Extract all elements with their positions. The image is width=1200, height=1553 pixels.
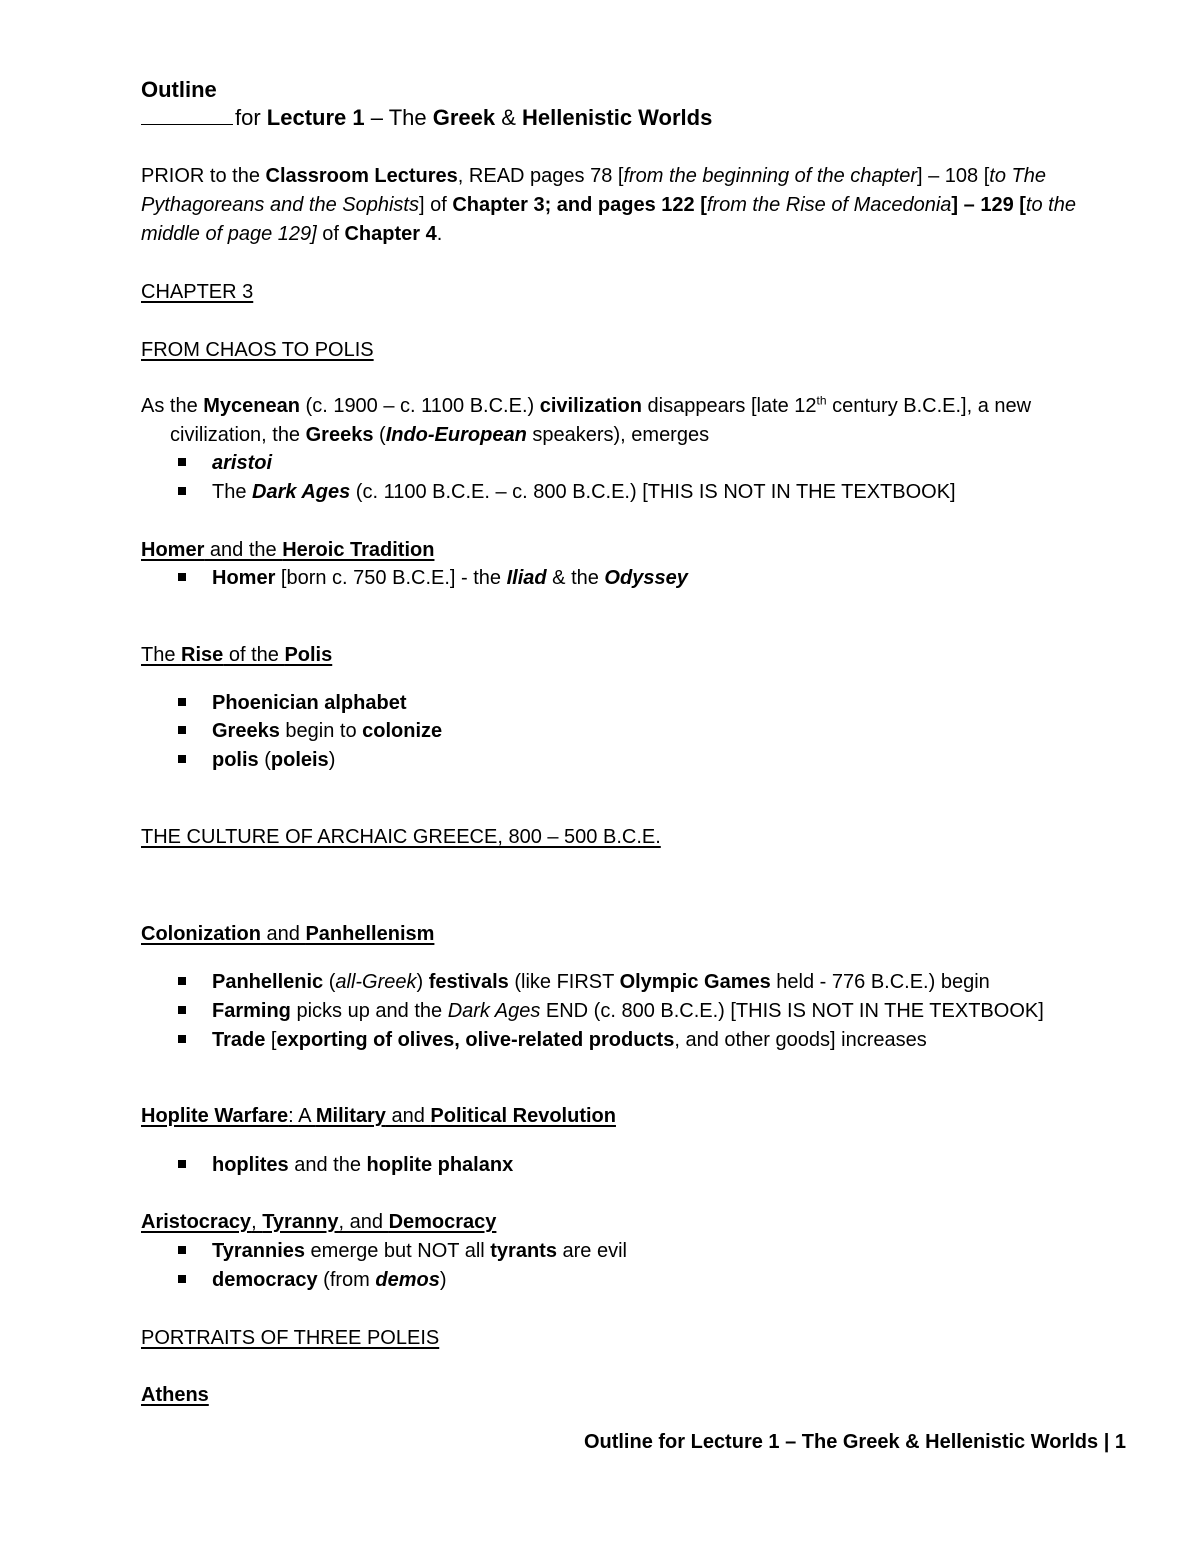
list-item-homer: Homer [born c. 750 B.C.E.] - the Iliad & the Odyssey bbox=[212, 567, 688, 589]
subsection-heading-colonization: Colonization and Panhellenism bbox=[141, 923, 435, 945]
chapter-heading: CHAPTER 3 bbox=[141, 281, 254, 303]
bullet-square-icon bbox=[178, 1246, 186, 1254]
bullet-square-icon bbox=[178, 1035, 186, 1043]
list-item-polis: polis (poleis) bbox=[212, 749, 336, 771]
bullet-square-icon bbox=[178, 1006, 186, 1014]
list-item-aristoi: aristoi bbox=[212, 452, 273, 474]
section-heading-archaic-greece: THE CULTURE OF ARCHAIC GREECE, 800 – 500 B.C.E. bbox=[141, 826, 661, 848]
bullet-square-icon bbox=[178, 1275, 186, 1283]
list-item-phoenician-alphabet: Phoenician alphabet bbox=[212, 692, 407, 714]
bullet-square-icon bbox=[178, 977, 186, 985]
list-item-trade: Trade [exporting of olives, olive-related products, and other goods] increases bbox=[212, 1029, 927, 1051]
section-heading-chaos-to-polis: FROM CHAOS TO POLIS bbox=[141, 339, 374, 361]
list-item-tyrannies: Tyrannies emerge but NOT all tyrants are evil bbox=[212, 1240, 627, 1262]
reading-instructions: PRIOR to the Classroom Lectures, READ pages 78 [from the beginning of the chapter] – 108 [to The Pythagoreans and the Sophists] of Chapter 3; and pages 122 [from the Rise of Macedonia] – 129 [to the middle of page 129] of Chapter 4. bbox=[141, 165, 1076, 245]
list-item-greeks-colonize: Greeks begin to colonize bbox=[212, 720, 443, 742]
list-item-panhellenic-festivals: Panhellenic (all-Greek) festivals (like FIRST Olympic Games held - 776 B.C.E.) begin bbox=[212, 971, 990, 993]
bullet-square-icon bbox=[178, 726, 186, 734]
bullet-square-icon bbox=[178, 487, 186, 495]
list-item-dark-ages: The Dark Ages (c. 1100 B.C.E. – c. 800 B.C.E.) [THIS IS NOT IN THE TEXTBOOK] bbox=[212, 481, 956, 503]
subsection-heading-rise-of-polis: The Rise of the Polis bbox=[141, 644, 333, 666]
subsection-heading-hoplite-warfare: Hoplite Warfare: A Military and Political Revolution bbox=[141, 1105, 616, 1127]
mycenean-paragraph-line1: As the Mycenean (c. 1900 – c. 1100 B.C.E.) civilization disappears [late 12th century B.C.E.], a new bbox=[141, 393, 1032, 417]
subsection-heading-aristocracy: Aristocracy, Tyranny, and Democracy bbox=[141, 1211, 497, 1233]
subsection-heading-athens: Athens bbox=[141, 1384, 209, 1406]
bullet-square-icon bbox=[178, 755, 186, 763]
page-number: 1 bbox=[1114, 1431, 1126, 1453]
bullet-square-icon bbox=[178, 1160, 186, 1168]
list-item-farming: Farming picks up and the Dark Ages END (c. 800 B.C.E.) [THIS IS NOT IN THE TEXTBOOK] bbox=[212, 1000, 1044, 1022]
list-item-hoplites: hoplites and the hoplite phalanx bbox=[212, 1154, 514, 1176]
bullet-square-icon bbox=[178, 573, 186, 581]
bullet-square-icon bbox=[178, 458, 186, 466]
subtitle-blank-line bbox=[141, 123, 233, 125]
page-title: Outline bbox=[141, 77, 217, 102]
lecture-subtitle: for Lecture 1 – The Greek & Hellenistic Worlds bbox=[141, 104, 712, 132]
section-heading-portraits: PORTRAITS OF THREE POLEIS bbox=[141, 1327, 440, 1349]
list-item-democracy: democracy (from demos) bbox=[212, 1269, 447, 1291]
mycenean-paragraph-line2: civilization, the Greeks (Indo-European speakers), emerges bbox=[170, 424, 710, 446]
footer-title: Outline for Lecture 1 – The Greek & Hellenistic Worlds bbox=[583, 1431, 1099, 1453]
bullet-square-icon bbox=[178, 698, 186, 706]
subsection-heading-homer: Homer and the Heroic Tradition bbox=[141, 539, 435, 561]
page-footer: Outline for Lecture 1 – The Greek & Hellenistic Worlds | 1 bbox=[583, 1431, 1126, 1453]
